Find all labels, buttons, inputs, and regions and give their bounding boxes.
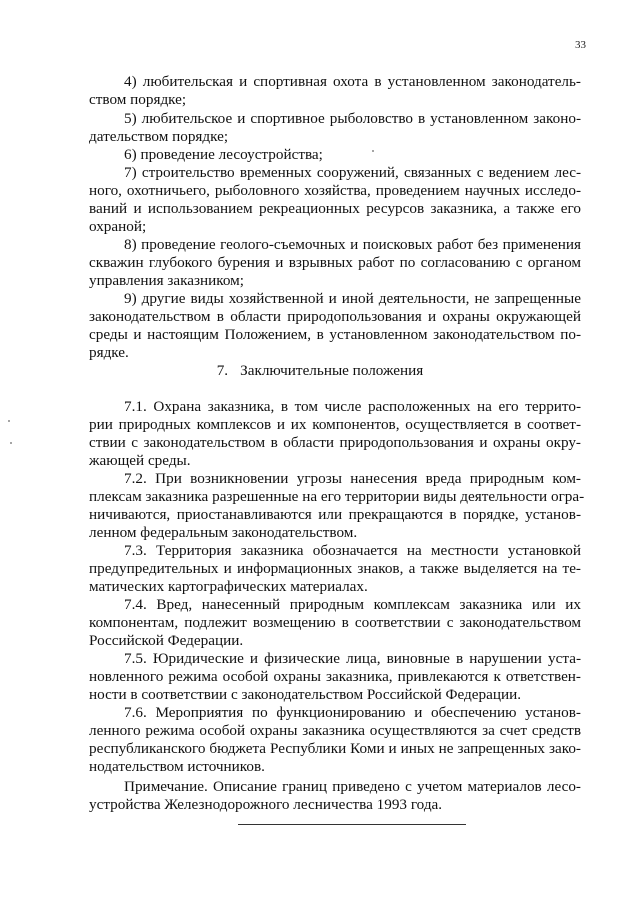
text-line: Примечание. Описание границ приведено с учетом материалов лесо- — [124, 778, 581, 795]
text-line: управления заказником; — [89, 272, 245, 289]
text-line: жающей среды. — [89, 452, 191, 469]
text-line: 7.1. Охрана заказника, в том числе расположенных на его террито- — [124, 398, 581, 415]
text-line: ного, охотничьего, рыболовного хозяйства, проведением научных исследо- — [89, 182, 581, 199]
text-line: ности в соответствии с законодательством Российской Федерации. — [89, 686, 522, 703]
text-line: рии природных комплексов и их компонентов, осуществляется в соответ- — [89, 416, 581, 433]
text-line: 8) проведение геолого-съемочных и поисковых работ без применения — [124, 236, 581, 253]
text-line: охраной; — [89, 218, 147, 235]
text-line: 6) проведение лесоустройства; — [124, 146, 323, 163]
text-line: рядке. — [89, 344, 129, 361]
page-number: 33 — [575, 39, 586, 51]
text-line: дательством порядке; — [89, 128, 229, 145]
text-line: 7) строительство временных сооружений, связанных с ведением лес- — [124, 164, 581, 181]
closing-rule — [238, 824, 466, 825]
section-heading — [0, 362, 640, 380]
text-line: ваний и использованием рекреационных ресурсов заказника, а также его — [89, 200, 581, 217]
scan-speck — [8, 420, 10, 422]
text-line: 9) другие виды хозяйственной и иной деятельности, не запрещенные — [124, 290, 581, 307]
text-line: 7.5. Юридические и физические лица, виновные в нарушении уста- — [124, 650, 581, 667]
text-line: ленного режима особой охраны заказника осуществляются за счет средств — [89, 722, 581, 739]
text-line: матических картографических материалах. — [89, 578, 368, 595]
text-line: 7.2. При возникновении угрозы нанесения вреда природным ком- — [124, 470, 581, 487]
text-line: устройства Железнодорожного лесничества 1993 года. — [89, 796, 443, 813]
text-line: ленном федеральным законодательством. — [89, 524, 358, 541]
text-line: 7.3. Территория заказника обозначается на местности установкой — [124, 542, 581, 559]
text-line: плексам заказника разрешенные на его территории виды деятельности огра- — [89, 488, 585, 505]
text-line: новленного режима особой охраны заказника, привлекаются к ответствен- — [89, 668, 581, 685]
text-line: предупредительных и информационных знаков, а также выделяется на те- — [89, 560, 581, 577]
text-line: законодательством в области природопользования и охраны окружающей — [89, 308, 581, 325]
text-line: республиканского бюджета Республики Коми и иных не запрещенных зако- — [89, 740, 581, 757]
scan-speck — [372, 150, 374, 152]
text-line: ничиваются, приостанавливаются или прекращаются в порядке, установ- — [89, 506, 581, 523]
text-line: Российской Федерации. — [89, 632, 244, 649]
text-line: скважин глубокого бурения и взрывных работ по согласованию с органом — [89, 254, 581, 271]
text-line: среды и настоящим Положением, в установленном законодательством по- — [89, 326, 581, 343]
text-line: 7.4. Вред, нанесенный природным комплексам заказника или их — [124, 596, 581, 613]
text-line: ством порядке; — [89, 91, 187, 108]
text-line: 5) любительское и спортивное рыболовство в установленном законо- — [124, 110, 581, 127]
text-line: ствии с законодательством в области природопользования и охраны окру- — [89, 434, 581, 451]
text-line: 7.6. Мероприятия по функционированию и обеспечению установ- — [124, 704, 581, 721]
section-title: Заключительные положения — [240, 362, 424, 379]
scan-speck — [10, 442, 12, 444]
text-line: 4) любительская и спортивная охота в установленном законодатель- — [124, 73, 581, 90]
text-line: нодательством источников. — [89, 758, 265, 775]
text-line: компонентам, подлежит возмещению в соответствии с законодательством — [89, 614, 581, 631]
section-number: 7. — [216, 362, 229, 379]
